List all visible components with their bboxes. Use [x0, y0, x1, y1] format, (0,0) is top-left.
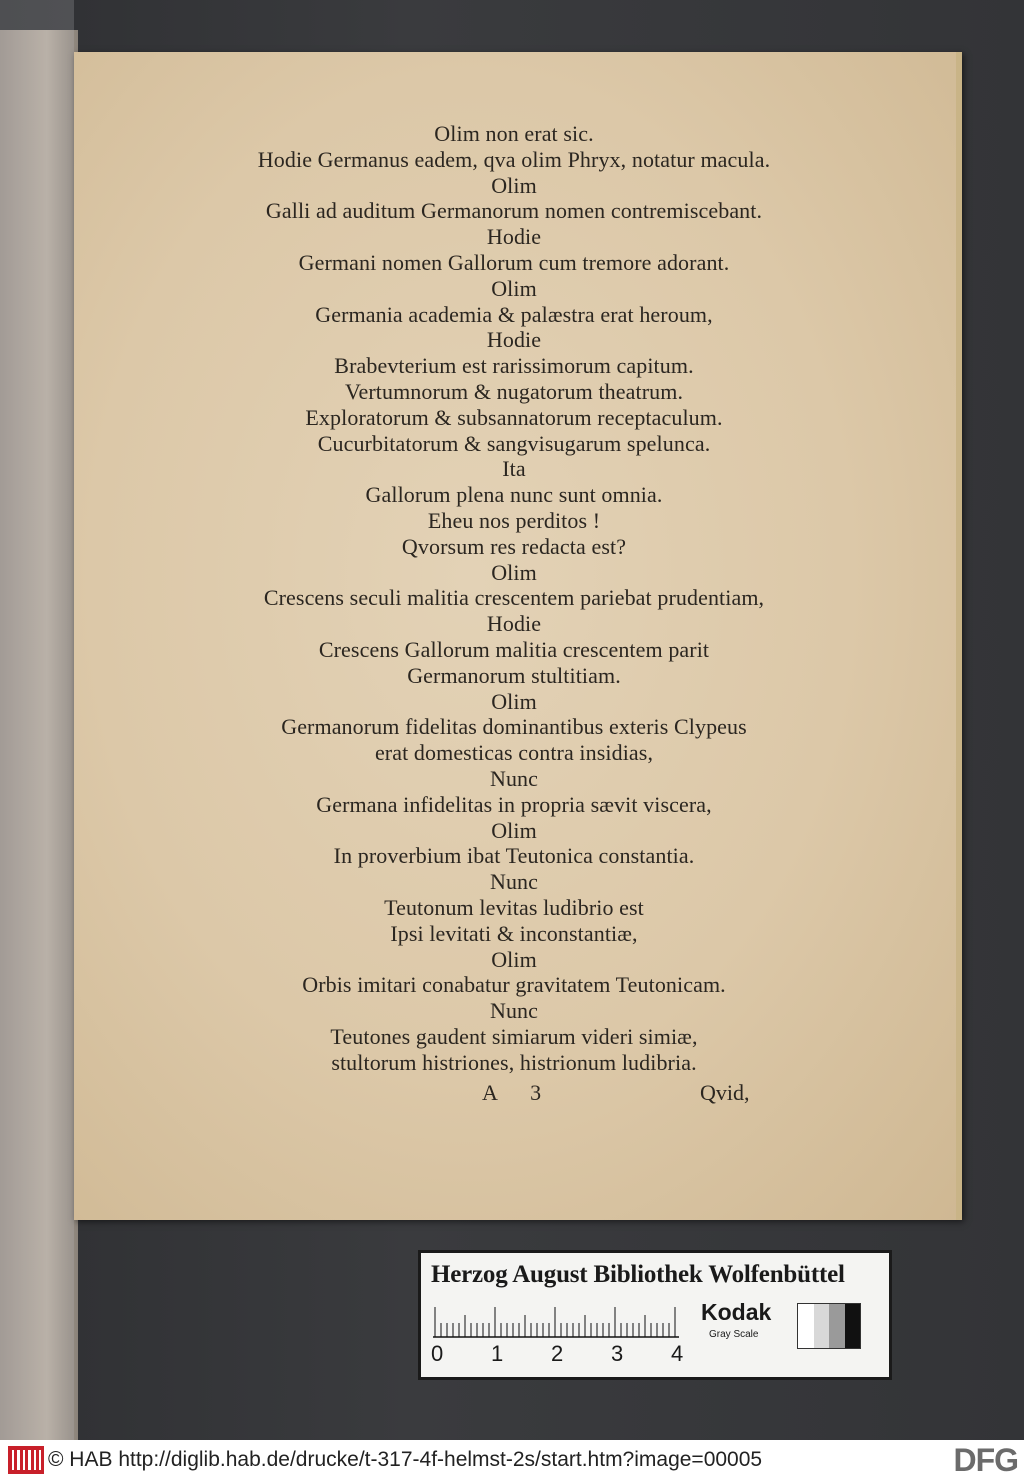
- text-line: Hodie: [486, 327, 542, 353]
- catchword: Qvid,: [700, 1080, 750, 1105]
- text-line: Brabevterium est rarissimorum capitum.: [334, 353, 694, 379]
- text-line: Teutones gaudent simiarum videri simiæ,: [330, 1023, 698, 1049]
- footer-bar: [0, 1440, 1024, 1480]
- text-line: Ita: [502, 456, 526, 482]
- gray-scale-patches: [797, 1303, 861, 1349]
- ruler-number: 2: [551, 1341, 564, 1366]
- text-line: Olim: [491, 817, 537, 843]
- kodak-logo: Kodak: [701, 1299, 772, 1325]
- barcode-icon: [8, 1446, 44, 1474]
- text-line: Crescens Gallorum malitia crescentem parit: [318, 636, 710, 662]
- protective-film: [0, 0, 74, 1440]
- text-line: Orbis imitari conabatur gravitatem Teutonicam.: [302, 972, 726, 998]
- text-line: Nunc: [489, 869, 539, 895]
- book-page: [74, 52, 962, 1220]
- gray-patch: [845, 1304, 861, 1348]
- copyright-url[interactable]: © HAB http://diglib.hab.de/drucke/t-317-4f-helmst-2s/start.htm?image=00005: [48, 1448, 763, 1471]
- ruler-number: 0: [431, 1341, 444, 1366]
- text-line: Crescens seculi malitia crescentem pariebat prudentiam,: [263, 585, 765, 611]
- text-line: Ipsi levitati & inconstantiæ,: [390, 920, 638, 946]
- text-line: Hodie: [486, 611, 542, 637]
- page-footer: [74, 1080, 956, 1108]
- text-line: Vertumnorum & nugatorum theatrum.: [344, 378, 684, 404]
- text-line: Germana infidelitas in propria sævit viscera,: [316, 791, 712, 817]
- page-text: [154, 121, 874, 1075]
- ruler-scale: [431, 1303, 681, 1339]
- text-line: Nunc: [489, 998, 539, 1024]
- color-reference-card: [418, 1250, 892, 1380]
- kodak-gray-scale-label: Gray Scale: [709, 1329, 759, 1340]
- text-line: Olim: [491, 559, 537, 585]
- text-line: Germani nomen Gallorum cum tremore adorant.: [298, 249, 730, 275]
- text-line: Germanorum stultitiam.: [407, 662, 621, 688]
- text-line: Olim: [491, 275, 537, 301]
- text-line: Qvorsum res redacta est?: [401, 533, 627, 559]
- gray-patch: [829, 1304, 845, 1348]
- text-line: Nunc: [489, 765, 539, 791]
- text-line: Hodie: [486, 224, 542, 250]
- card-title: Herzog August Bibliothek Wolfenbüttel: [431, 1261, 845, 1288]
- signature-mark: A 3: [482, 1080, 556, 1105]
- text-line: Germanorum fidelitas dominantibus exteris Clypeus: [281, 714, 747, 740]
- text-line: Eheu nos perditos !: [427, 507, 601, 533]
- text-line: erat domesticas contra insidias,: [374, 740, 654, 766]
- text-line: Gallorum plena nunc sunt omnia.: [365, 482, 663, 508]
- text-line: Galli ad auditum Germanorum nomen contremiscebant.: [265, 198, 763, 224]
- text-line: Hodie Germanus eadem, qva olim Phryx, notatur macula.: [257, 146, 771, 172]
- ruler-number: 1: [491, 1341, 504, 1366]
- text-line: Olim: [491, 172, 537, 198]
- gray-patch: [814, 1304, 830, 1348]
- ruler-numbers: [431, 1341, 684, 1369]
- ruler-number: 4: [671, 1341, 684, 1366]
- text-line: Olim: [491, 946, 537, 972]
- text-line: Olim: [491, 688, 537, 714]
- text-line: Cucurbitatorum & sangvisugarum spelunca.: [317, 430, 711, 456]
- text-line: Teutonum levitas ludibrio est: [384, 894, 644, 920]
- text-line: Olim non erat sic.: [434, 121, 594, 146]
- gray-patch: [798, 1304, 814, 1348]
- dfg-logo: DFG: [953, 1442, 1018, 1478]
- ruler-number: 3: [611, 1341, 624, 1366]
- text-line: stultorum histriones, histrionum ludibria.: [331, 1049, 697, 1075]
- text-line: Germania academia & palæstra erat heroum,: [315, 301, 713, 327]
- text-line: Exploratorum & subsannatorum receptaculum.: [305, 404, 723, 430]
- text-line: In proverbium ibat Teutonica constantia.: [333, 843, 695, 869]
